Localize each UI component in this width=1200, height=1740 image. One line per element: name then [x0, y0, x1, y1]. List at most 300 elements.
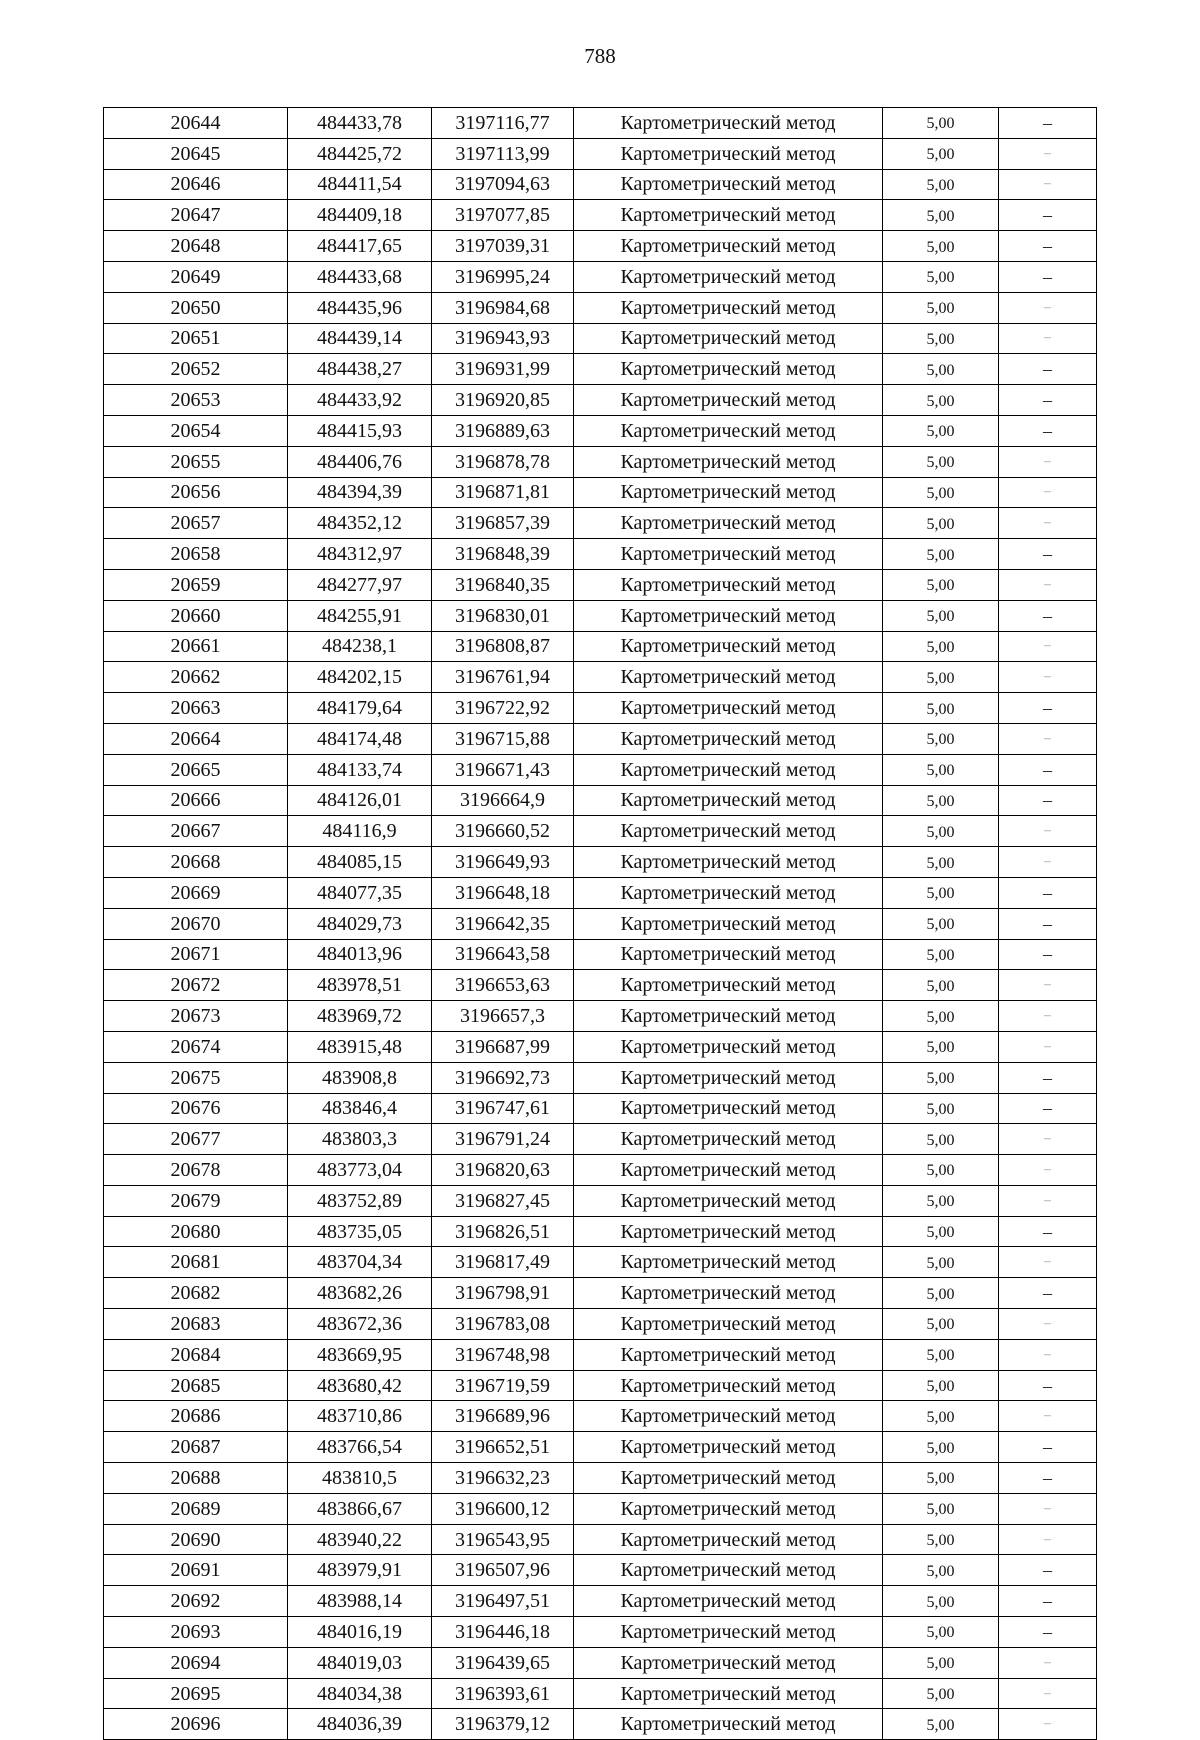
- note-cell: –: [999, 1093, 1097, 1124]
- accuracy-cell: 5,00: [883, 600, 999, 631]
- table-row: [104, 1647, 1097, 1678]
- method-cell: Картометрический метод: [574, 1709, 883, 1740]
- x-coordinate-cell: 484013,96: [288, 939, 432, 970]
- y-coordinate-cell: 3196889,63: [432, 415, 574, 446]
- note-cell: –: [999, 1309, 1097, 1340]
- point-number-cell: 20662: [104, 662, 288, 693]
- accuracy-cell: 5,00: [883, 354, 999, 385]
- point-number-cell: 20674: [104, 1031, 288, 1062]
- x-coordinate-cell: 483978,51: [288, 970, 432, 1001]
- table-row: [104, 1432, 1097, 1463]
- table-row: [104, 1493, 1097, 1524]
- accuracy-cell: 5,00: [883, 1093, 999, 1124]
- method-cell: Картометрический метод: [574, 723, 883, 754]
- note-cell: –: [999, 1278, 1097, 1309]
- accuracy-cell: 5,00: [883, 1432, 999, 1463]
- table-row: [104, 1586, 1097, 1617]
- table-row: [104, 754, 1097, 785]
- y-coordinate-cell: 3196660,52: [432, 816, 574, 847]
- point-number-cell: 20646: [104, 169, 288, 200]
- point-number-cell: 20668: [104, 847, 288, 878]
- x-coordinate-cell: 484439,14: [288, 323, 432, 354]
- method-cell: Картометрический метод: [574, 1463, 883, 1494]
- table-row: [104, 1463, 1097, 1494]
- x-coordinate-cell: 484433,68: [288, 261, 432, 292]
- y-coordinate-cell: 3196507,96: [432, 1555, 574, 1586]
- note-cell: –: [999, 108, 1097, 139]
- x-coordinate-cell: 484425,72: [288, 138, 432, 169]
- accuracy-cell: 5,00: [883, 785, 999, 816]
- x-coordinate-cell: 484255,91: [288, 600, 432, 631]
- table-row: [104, 231, 1097, 262]
- accuracy-cell: 5,00: [883, 508, 999, 539]
- accuracy-cell: 5,00: [883, 754, 999, 785]
- x-coordinate-cell: 483704,34: [288, 1247, 432, 1278]
- point-number-cell: 20648: [104, 231, 288, 262]
- table-row: [104, 1339, 1097, 1370]
- method-cell: Картометрический метод: [574, 1524, 883, 1555]
- method-cell: Картометрический метод: [574, 108, 883, 139]
- y-coordinate-cell: 3196379,12: [432, 1709, 574, 1740]
- y-coordinate-cell: 3196393,61: [432, 1678, 574, 1709]
- y-coordinate-cell: 3196808,87: [432, 631, 574, 662]
- y-coordinate-cell: 3196671,43: [432, 754, 574, 785]
- point-number-cell: 20649: [104, 261, 288, 292]
- x-coordinate-cell: 484277,97: [288, 569, 432, 600]
- accuracy-cell: 5,00: [883, 1278, 999, 1309]
- x-coordinate-cell: 484029,73: [288, 908, 432, 939]
- y-coordinate-cell: 3196840,35: [432, 569, 574, 600]
- y-coordinate-cell: 3196871,81: [432, 477, 574, 508]
- y-coordinate-cell: 3196687,99: [432, 1031, 574, 1062]
- page-number: 788: [584, 44, 616, 68]
- note-cell: –: [999, 569, 1097, 600]
- accuracy-cell: 5,00: [883, 1309, 999, 1340]
- table-row: [104, 600, 1097, 631]
- note-cell: –: [999, 1370, 1097, 1401]
- table-row: [104, 970, 1097, 1001]
- method-cell: Картометрический метод: [574, 1093, 883, 1124]
- method-cell: Картометрический метод: [574, 477, 883, 508]
- x-coordinate-cell: 483940,22: [288, 1524, 432, 1555]
- accuracy-cell: 5,00: [883, 1185, 999, 1216]
- accuracy-cell: 5,00: [883, 1401, 999, 1432]
- accuracy-cell: 5,00: [883, 1647, 999, 1678]
- table-row: [104, 1709, 1097, 1740]
- method-cell: Картометрический метод: [574, 693, 883, 724]
- note-cell: –: [999, 816, 1097, 847]
- table-row: [104, 1370, 1097, 1401]
- table-row: [104, 200, 1097, 231]
- point-number-cell: 20647: [104, 200, 288, 231]
- table-row: [104, 847, 1097, 878]
- method-cell: Картометрический метод: [574, 1370, 883, 1401]
- accuracy-cell: 5,00: [883, 169, 999, 200]
- accuracy-cell: 5,00: [883, 816, 999, 847]
- accuracy-cell: 5,00: [883, 1062, 999, 1093]
- y-coordinate-cell: 3196600,12: [432, 1493, 574, 1524]
- method-cell: Картометрический метод: [574, 323, 883, 354]
- point-number-cell: 20673: [104, 1001, 288, 1032]
- point-number-cell: 20653: [104, 385, 288, 416]
- table-row: [104, 816, 1097, 847]
- point-number-cell: 20651: [104, 323, 288, 354]
- table-row: [104, 785, 1097, 816]
- x-coordinate-cell: 483803,3: [288, 1124, 432, 1155]
- point-number-cell: 20650: [104, 292, 288, 323]
- x-coordinate-cell: 483710,86: [288, 1401, 432, 1432]
- method-cell: Картометрический метод: [574, 385, 883, 416]
- table-row: [104, 539, 1097, 570]
- accuracy-cell: 5,00: [883, 446, 999, 477]
- method-cell: Картометрический метод: [574, 1001, 883, 1032]
- accuracy-cell: 5,00: [883, 1001, 999, 1032]
- x-coordinate-cell: 484202,15: [288, 662, 432, 693]
- method-cell: Картометрический метод: [574, 600, 883, 631]
- note-cell: –: [999, 477, 1097, 508]
- point-number-cell: 20658: [104, 539, 288, 570]
- x-coordinate-cell: 484394,39: [288, 477, 432, 508]
- table-row: [104, 446, 1097, 477]
- x-coordinate-cell: 484116,9: [288, 816, 432, 847]
- table-row: [104, 169, 1097, 200]
- table-row: [104, 662, 1097, 693]
- accuracy-cell: 5,00: [883, 723, 999, 754]
- x-coordinate-cell: 483810,5: [288, 1463, 432, 1494]
- x-coordinate-cell: 483672,36: [288, 1309, 432, 1340]
- point-number-cell: 20681: [104, 1247, 288, 1278]
- method-cell: Картометрический метод: [574, 1678, 883, 1709]
- method-cell: Картометрический метод: [574, 1309, 883, 1340]
- point-number-cell: 20665: [104, 754, 288, 785]
- y-coordinate-cell: 3196820,63: [432, 1155, 574, 1186]
- accuracy-cell: 5,00: [883, 662, 999, 693]
- point-number-cell: 20686: [104, 1401, 288, 1432]
- note-cell: –: [999, 261, 1097, 292]
- accuracy-cell: 5,00: [883, 1124, 999, 1155]
- table-row: [104, 1155, 1097, 1186]
- note-cell: –: [999, 1339, 1097, 1370]
- note-cell: –: [999, 292, 1097, 323]
- accuracy-cell: 5,00: [883, 1247, 999, 1278]
- point-number-cell: 20684: [104, 1339, 288, 1370]
- method-cell: Картометрический метод: [574, 508, 883, 539]
- y-coordinate-cell: 3196648,18: [432, 877, 574, 908]
- y-coordinate-cell: 3197039,31: [432, 231, 574, 262]
- method-cell: Картометрический метод: [574, 631, 883, 662]
- y-coordinate-cell: 3196748,98: [432, 1339, 574, 1370]
- x-coordinate-cell: 484415,93: [288, 415, 432, 446]
- note-cell: –: [999, 1001, 1097, 1032]
- point-number-cell: 20659: [104, 569, 288, 600]
- accuracy-cell: 5,00: [883, 1555, 999, 1586]
- x-coordinate-cell: 484433,92: [288, 385, 432, 416]
- note-cell: –: [999, 1586, 1097, 1617]
- note-cell: –: [999, 323, 1097, 354]
- point-number-cell: 20695: [104, 1678, 288, 1709]
- method-cell: Картометрический метод: [574, 754, 883, 785]
- x-coordinate-cell: 484085,15: [288, 847, 432, 878]
- note-cell: –: [999, 169, 1097, 200]
- point-number-cell: 20675: [104, 1062, 288, 1093]
- note-cell: –: [999, 231, 1097, 262]
- accuracy-cell: 5,00: [883, 138, 999, 169]
- method-cell: Картометрический метод: [574, 847, 883, 878]
- point-number-cell: 20672: [104, 970, 288, 1001]
- method-cell: Картометрический метод: [574, 1278, 883, 1309]
- note-cell: –: [999, 1031, 1097, 1062]
- accuracy-cell: 5,00: [883, 1493, 999, 1524]
- x-coordinate-cell: 483979,91: [288, 1555, 432, 1586]
- method-cell: Картометрический метод: [574, 785, 883, 816]
- point-number-cell: 20692: [104, 1586, 288, 1617]
- x-coordinate-cell: 484312,97: [288, 539, 432, 570]
- table-row: [104, 693, 1097, 724]
- x-coordinate-cell: 484409,18: [288, 200, 432, 231]
- point-number-cell: 20687: [104, 1432, 288, 1463]
- x-coordinate-cell: 484433,78: [288, 108, 432, 139]
- point-number-cell: 20661: [104, 631, 288, 662]
- method-cell: Картометрический метод: [574, 1247, 883, 1278]
- method-cell: Картометрический метод: [574, 1124, 883, 1155]
- method-cell: Картометрический метод: [574, 1216, 883, 1247]
- note-cell: –: [999, 1432, 1097, 1463]
- accuracy-cell: 5,00: [883, 385, 999, 416]
- note-cell: –: [999, 693, 1097, 724]
- table-row: [104, 508, 1097, 539]
- table-row: [104, 1555, 1097, 1586]
- y-coordinate-cell: 3196657,3: [432, 1001, 574, 1032]
- accuracy-cell: 5,00: [883, 539, 999, 570]
- y-coordinate-cell: 3196827,45: [432, 1185, 574, 1216]
- x-coordinate-cell: 484406,76: [288, 446, 432, 477]
- note-cell: –: [999, 970, 1097, 1001]
- x-coordinate-cell: 484417,65: [288, 231, 432, 262]
- method-cell: Картометрический метод: [574, 292, 883, 323]
- point-number-cell: 20671: [104, 939, 288, 970]
- x-coordinate-cell: 483915,48: [288, 1031, 432, 1062]
- note-cell: –: [999, 1463, 1097, 1494]
- note-cell: –: [999, 1401, 1097, 1432]
- y-coordinate-cell: 3196642,35: [432, 908, 574, 939]
- accuracy-cell: 5,00: [883, 847, 999, 878]
- table-row: [104, 908, 1097, 939]
- note-cell: –: [999, 539, 1097, 570]
- table-row: [104, 1001, 1097, 1032]
- note-cell: –: [999, 908, 1097, 939]
- table-row: [104, 1678, 1097, 1709]
- note-cell: –: [999, 877, 1097, 908]
- x-coordinate-cell: 484077,35: [288, 877, 432, 908]
- point-number-cell: 20696: [104, 1709, 288, 1740]
- method-cell: Картометрический метод: [574, 1493, 883, 1524]
- y-coordinate-cell: 3196791,24: [432, 1124, 574, 1155]
- x-coordinate-cell: 484238,1: [288, 631, 432, 662]
- accuracy-cell: 5,00: [883, 477, 999, 508]
- accuracy-cell: 5,00: [883, 261, 999, 292]
- table-row: [104, 1401, 1097, 1432]
- x-coordinate-cell: 483752,89: [288, 1185, 432, 1216]
- point-number-cell: 20670: [104, 908, 288, 939]
- method-cell: Картометрический метод: [574, 877, 883, 908]
- method-cell: Картометрический метод: [574, 1647, 883, 1678]
- table-row: [104, 138, 1097, 169]
- method-cell: Картометрический метод: [574, 1155, 883, 1186]
- x-coordinate-cell: 483682,26: [288, 1278, 432, 1309]
- point-number-cell: 20656: [104, 477, 288, 508]
- point-number-cell: 20693: [104, 1617, 288, 1648]
- point-number-cell: 20663: [104, 693, 288, 724]
- y-coordinate-cell: 3196761,94: [432, 662, 574, 693]
- accuracy-cell: 5,00: [883, 1216, 999, 1247]
- accuracy-cell: 5,00: [883, 323, 999, 354]
- note-cell: –: [999, 600, 1097, 631]
- x-coordinate-cell: 484179,64: [288, 693, 432, 724]
- x-coordinate-cell: 483866,67: [288, 1493, 432, 1524]
- y-coordinate-cell: 3196817,49: [432, 1247, 574, 1278]
- note-cell: –: [999, 354, 1097, 385]
- table-row: [104, 1185, 1097, 1216]
- point-number-cell: 20676: [104, 1093, 288, 1124]
- x-coordinate-cell: 483766,54: [288, 1432, 432, 1463]
- accuracy-cell: 5,00: [883, 415, 999, 446]
- method-cell: Картометрический метод: [574, 939, 883, 970]
- y-coordinate-cell: 3196830,01: [432, 600, 574, 631]
- method-cell: Картометрический метод: [574, 138, 883, 169]
- note-cell: –: [999, 723, 1097, 754]
- note-cell: –: [999, 785, 1097, 816]
- table-row: [104, 261, 1097, 292]
- x-coordinate-cell: 484411,54: [288, 169, 432, 200]
- point-number-cell: 20690: [104, 1524, 288, 1555]
- coordinates-table-body: [104, 108, 1097, 1740]
- accuracy-cell: 5,00: [883, 908, 999, 939]
- x-coordinate-cell: 483908,8: [288, 1062, 432, 1093]
- method-cell: Картометрический метод: [574, 446, 883, 477]
- point-number-cell: 20691: [104, 1555, 288, 1586]
- point-number-cell: 20655: [104, 446, 288, 477]
- note-cell: –: [999, 662, 1097, 693]
- y-coordinate-cell: 3196632,23: [432, 1463, 574, 1494]
- accuracy-cell: 5,00: [883, 569, 999, 600]
- method-cell: Картометрический метод: [574, 908, 883, 939]
- x-coordinate-cell: 483846,4: [288, 1093, 432, 1124]
- note-cell: –: [999, 385, 1097, 416]
- table-row: [104, 1093, 1097, 1124]
- accuracy-cell: 5,00: [883, 1370, 999, 1401]
- note-cell: –: [999, 446, 1097, 477]
- x-coordinate-cell: 483988,14: [288, 1586, 432, 1617]
- table-row: [104, 723, 1097, 754]
- accuracy-cell: 5,00: [883, 1339, 999, 1370]
- accuracy-cell: 5,00: [883, 1463, 999, 1494]
- method-cell: Картометрический метод: [574, 816, 883, 847]
- method-cell: Картометрический метод: [574, 1617, 883, 1648]
- accuracy-cell: 5,00: [883, 939, 999, 970]
- method-cell: Картометрический метод: [574, 415, 883, 446]
- accuracy-cell: 5,00: [883, 1586, 999, 1617]
- method-cell: Картометрический метод: [574, 1401, 883, 1432]
- y-coordinate-cell: 3196692,73: [432, 1062, 574, 1093]
- method-cell: Картометрический метод: [574, 1555, 883, 1586]
- y-coordinate-cell: 3197094,63: [432, 169, 574, 200]
- y-coordinate-cell: 3196439,65: [432, 1647, 574, 1678]
- method-cell: Картометрический метод: [574, 1031, 883, 1062]
- table-row: [104, 323, 1097, 354]
- note-cell: –: [999, 415, 1097, 446]
- table-row: [104, 385, 1097, 416]
- x-coordinate-cell: 484352,12: [288, 508, 432, 539]
- y-coordinate-cell: 3197113,99: [432, 138, 574, 169]
- method-cell: Картометрический метод: [574, 539, 883, 570]
- y-coordinate-cell: 3196497,51: [432, 1586, 574, 1617]
- y-coordinate-cell: 3196722,92: [432, 693, 574, 724]
- table-row: [104, 415, 1097, 446]
- accuracy-cell: 5,00: [883, 1709, 999, 1740]
- point-number-cell: 20677: [104, 1124, 288, 1155]
- table-row: [104, 354, 1097, 385]
- note-cell: –: [999, 1524, 1097, 1555]
- accuracy-cell: 5,00: [883, 108, 999, 139]
- y-coordinate-cell: 3196653,63: [432, 970, 574, 1001]
- table-row: [104, 1309, 1097, 1340]
- table-row: [104, 939, 1097, 970]
- y-coordinate-cell: 3196719,59: [432, 1370, 574, 1401]
- y-coordinate-cell: 3196715,88: [432, 723, 574, 754]
- y-coordinate-cell: 3196848,39: [432, 539, 574, 570]
- x-coordinate-cell: 484438,27: [288, 354, 432, 385]
- note-cell: –: [999, 1247, 1097, 1278]
- point-number-cell: 20657: [104, 508, 288, 539]
- accuracy-cell: 5,00: [883, 231, 999, 262]
- point-number-cell: 20660: [104, 600, 288, 631]
- y-coordinate-cell: 3197077,85: [432, 200, 574, 231]
- point-number-cell: 20689: [104, 1493, 288, 1524]
- y-coordinate-cell: 3197116,77: [432, 108, 574, 139]
- method-cell: Картометрический метод: [574, 569, 883, 600]
- method-cell: Картометрический метод: [574, 1339, 883, 1370]
- point-number-cell: 20688: [104, 1463, 288, 1494]
- note-cell: –: [999, 631, 1097, 662]
- y-coordinate-cell: 3196798,91: [432, 1278, 574, 1309]
- table-row: [104, 477, 1097, 508]
- method-cell: Картометрический метод: [574, 1586, 883, 1617]
- y-coordinate-cell: 3196652,51: [432, 1432, 574, 1463]
- table-row: [104, 1062, 1097, 1093]
- y-coordinate-cell: 3196826,51: [432, 1216, 574, 1247]
- note-cell: –: [999, 847, 1097, 878]
- y-coordinate-cell: 3196984,68: [432, 292, 574, 323]
- method-cell: Картометрический метод: [574, 1185, 883, 1216]
- point-number-cell: 20666: [104, 785, 288, 816]
- x-coordinate-cell: 484174,48: [288, 723, 432, 754]
- accuracy-cell: 5,00: [883, 200, 999, 231]
- point-number-cell: 20685: [104, 1370, 288, 1401]
- note-cell: –: [999, 1216, 1097, 1247]
- method-cell: Картометрический метод: [574, 970, 883, 1001]
- table-row: [104, 877, 1097, 908]
- x-coordinate-cell: 483735,05: [288, 1216, 432, 1247]
- point-number-cell: 20664: [104, 723, 288, 754]
- accuracy-cell: 5,00: [883, 1617, 999, 1648]
- y-coordinate-cell: 3196943,93: [432, 323, 574, 354]
- accuracy-cell: 5,00: [883, 1678, 999, 1709]
- coordinates-table: [103, 107, 1097, 1740]
- y-coordinate-cell: 3196643,58: [432, 939, 574, 970]
- y-coordinate-cell: 3196446,18: [432, 1617, 574, 1648]
- note-cell: –: [999, 200, 1097, 231]
- y-coordinate-cell: 3196878,78: [432, 446, 574, 477]
